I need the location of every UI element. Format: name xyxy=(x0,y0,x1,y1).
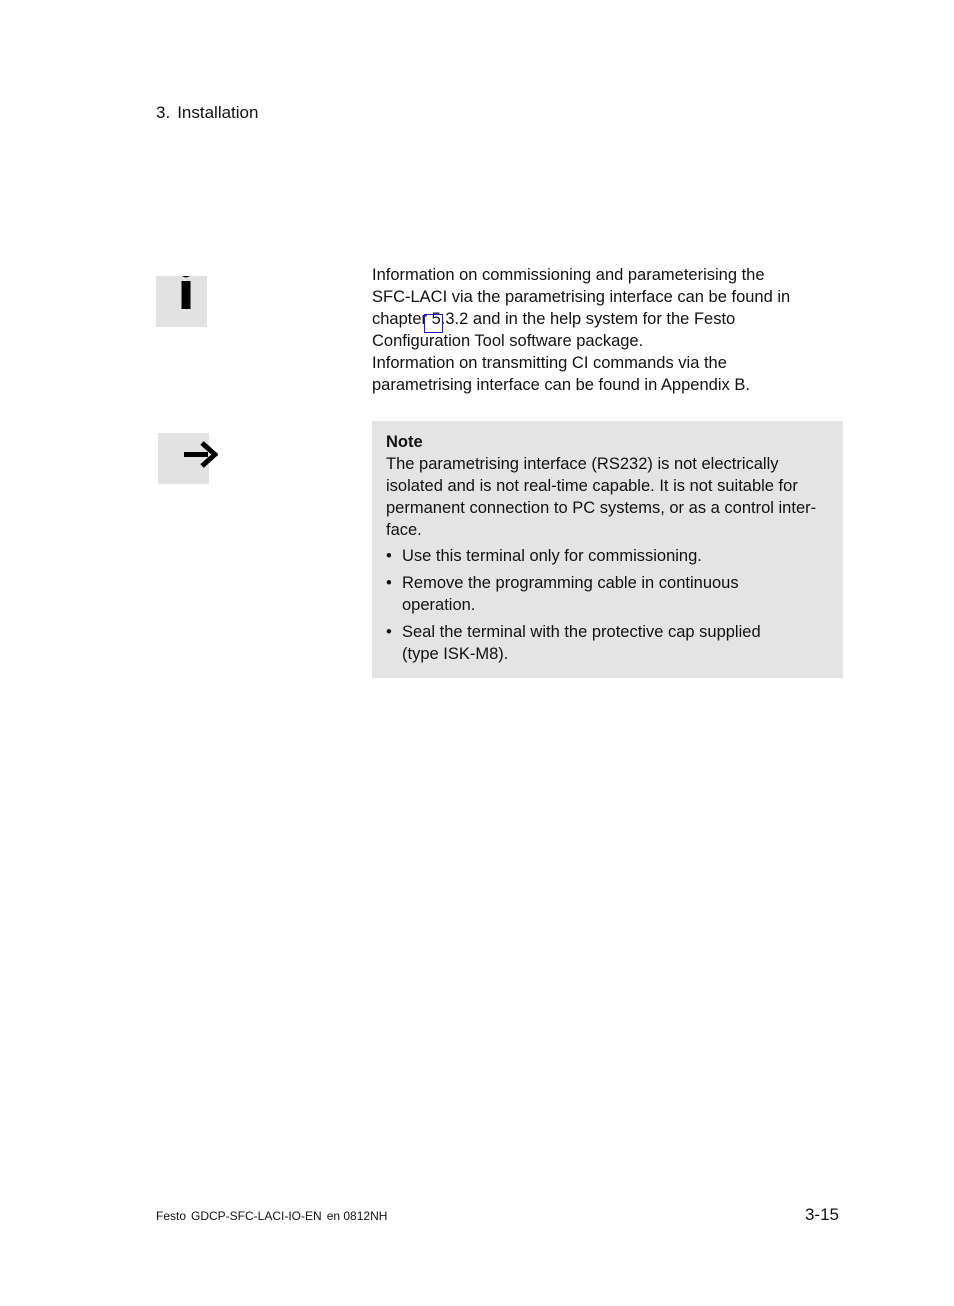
list-item xyxy=(386,545,831,567)
list-item xyxy=(386,621,831,665)
info-line: Information on commissioning and parameterising the xyxy=(372,266,765,284)
list-item-line: operation. xyxy=(402,596,476,614)
info-line: parametrising interface can be found in Appendix B. xyxy=(372,376,750,394)
note-list xyxy=(386,545,831,665)
note-body-line: isolated and is not real-time capable. It is not suitable for xyxy=(386,477,798,495)
footer-brand: Festo xyxy=(156,1209,187,1223)
list-item xyxy=(386,572,831,616)
info-line: chapter 5.3.2 and in the help system for the Festo xyxy=(372,310,736,328)
footer-edition: en 0812NH xyxy=(326,1209,388,1223)
bullet-icon: • xyxy=(386,623,392,641)
note-title: Note xyxy=(386,433,423,451)
footer-doc-info xyxy=(156,1208,392,1224)
list-item-line: Use this terminal only for commissioning. xyxy=(402,547,702,565)
bullet-icon: • xyxy=(386,547,392,565)
page-number: 3-15 xyxy=(804,1205,839,1224)
info-icon xyxy=(156,276,207,327)
footer-doc-id: GDCP-SFC-LACI-IO-EN xyxy=(191,1209,322,1223)
chapter-title: Installation xyxy=(177,103,259,122)
arrow-right-icon xyxy=(158,433,209,484)
note-body-line: permanent connection to PC systems, or as a control inter- xyxy=(386,499,817,517)
info-line: SFC-LACI via the parametrising interface can be found in xyxy=(372,288,791,306)
info-line: Configuration Tool software package. xyxy=(372,332,644,350)
chapter-number: 3. xyxy=(156,103,171,122)
info-line: Information on transmitting CI commands via the xyxy=(372,354,727,372)
note-body-line: face. xyxy=(386,521,422,539)
list-item-line: Remove the programming cable in continuous xyxy=(402,574,739,592)
running-header xyxy=(156,102,258,124)
list-item-line: (type ISK-M8). xyxy=(402,645,509,663)
note-box xyxy=(372,421,843,678)
list-item-line: Seal the terminal with the protective cap supplied xyxy=(402,623,761,641)
bullet-icon: • xyxy=(386,574,392,592)
chapter-link-marker[interactable] xyxy=(424,314,443,333)
note-body-line: The parametrising interface (RS232) is not electrically xyxy=(386,455,779,473)
